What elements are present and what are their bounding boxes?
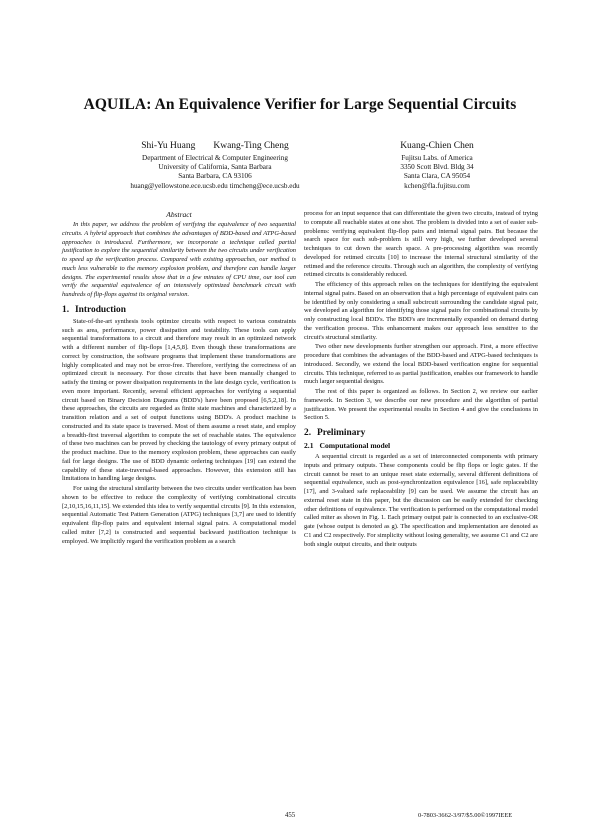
abstract-section bbox=[62, 210, 296, 300]
copyright-notice: 0-7803-3662-3/97/$5.00©1997IEEE bbox=[418, 812, 513, 819]
right-column bbox=[304, 210, 538, 550]
author-emails-left: huang@yellowstone.ece.ucsb.edu timcheng@ece.ucsb.edu bbox=[130, 181, 300, 190]
author-affiliation-univ: University of California, Santa Barbara bbox=[158, 163, 272, 172]
section-number: 1. bbox=[62, 304, 70, 315]
subsection-heading-computational-model bbox=[304, 441, 538, 451]
author-name-2: Kwang-Ting Cheng bbox=[213, 141, 289, 151]
subsection-number: 2.1 bbox=[304, 441, 314, 450]
section-title: Introduction bbox=[75, 304, 126, 315]
prelim-paragraph-1: A sequential circuit is regarded as a set of interconnected components with primary inputs and primary outputs. These components could be flip flops or logic gates. If the circuit cannot be reset to an unique reset state externally, several different definitions of sequential equivalence, such as post-synchronization equivalence [16], safe replaceability [17], and 3-valued safe replaceability [9] can be used. We assume the circuit has an external reset state in this paper, but the discussion can be easily extended for checking other definitions of equivalence. The verification is performed on the computational model called miter as shown in Fig. 1. Each primary output pair is connected to an exclusive-OR gate (whose output is denoted as g). The specification and implementation are denoted as C1 and C2 respectively. For simplicity without losing generality, we assume C1 and C2 are both single output circuits, and their outputs bbox=[304, 453, 538, 548]
author-affiliation-dept: Department of Electrical & Computer Engineering bbox=[142, 154, 288, 162]
author-block-left bbox=[95, 140, 335, 191]
intro-paragraph-2: For using the structural similarity between the two circuits under verification has been shown to be effective to reduce the complexity of verifying combinational circuits [2,10,15,16,11,15]. We extended this idea to verify sequential circuits [9]. In this extension, sequential Automatic Test Pattern Generation (ATPG) techniques [3,7] are used to identify equivalent flip-flop pairs and equivalent internal signal pairs. A computational model called miter [7,2] is constructed and sequential backward justification technique is employed. We implicitly regard the verification problem as a search bbox=[62, 485, 296, 545]
section-heading-preliminary bbox=[304, 427, 538, 439]
author-affiliation-addr: 3350 Scott Blvd. Bldg 34 bbox=[400, 163, 474, 172]
author-name-1: Shi-Yu Huang bbox=[141, 141, 196, 151]
intro-paragraph-3: process for an input sequence that can differentiate the given two circuits, instead of trying to compute all reachable states at one shot. The problem is divided into a set of easier sub-problems: verifying equivalent flip-flop pairs and internal signal pairs. But because the search space for each sub-problem is still very high, we further developed several techniques to cut down the search space. A pre-processing algorithm was recently developed for retimed circuits [10] to increase the internal structural similarity of the retimed and the reference circuits. Through such an algorithm, the complexity of verifying retimed circuits is considerably reduced. bbox=[304, 210, 538, 279]
author-affiliation-city-right: Santa Clara, CA 95054 bbox=[403, 172, 471, 181]
author-affiliation-city: Santa Barbara, CA 93106 bbox=[178, 172, 252, 181]
left-column bbox=[62, 210, 296, 547]
section-heading-introduction bbox=[62, 304, 296, 316]
intro-paragraph-4: The efficiency of this approach relies on the techniques for identifying the equivalent internal signal pairs. Based on an observation that a high percentage of equivalent pairs can be identified by only considering a small subcircuit surrounding the candidate signal pair, we developed an algorithm for identifying those signal pairs for combinational circuits by only constructing local BDD's. The BDD's are incrementally expanded on demand during the verification process. This enhancement makes our approach less sensitive to the circuit's structural similarity. bbox=[304, 281, 538, 341]
abstract-heading: Abstract bbox=[166, 210, 192, 219]
author-email-right: kchen@fla.fujitsu.com bbox=[404, 181, 470, 190]
author-block-right bbox=[352, 140, 522, 191]
section-title: Preliminary bbox=[317, 428, 366, 438]
section-number: 2. bbox=[304, 428, 312, 438]
abstract-body: In this paper, we address the problem of verifying the equivalence of two sequential circuits. A hybrid approach that combines the advantages of BDD-based and ATPG-based approaches is introduced. Furthermore, we incorporate a technique called partial justification to explore the sequential similarity between the two circuits under verification to speed up the verification process. Compared with existing approaches, our method is much less vulnerable to the memory explosion problem, and therefore can handle larger designs. The experimental results show that in a few minutes of CPU time, our tool can verify the sequential equivalence of an intensively optimized benchmark circuit with hundreds of flip-flops against its original version. bbox=[62, 221, 296, 298]
subsection-title: Computational model bbox=[319, 441, 391, 450]
author-name-3: Kuang-Chien Chen bbox=[400, 141, 474, 151]
intro-paragraph-6: The rest of this paper is organized as follows. In Section 2, we review our earlier framework. In Section 3, we describe our new procedure and the algorithm of partial justification. We present the experimental results in Section 4 and give the conclusions in Section 5. bbox=[304, 388, 538, 422]
page-number: 455 bbox=[285, 812, 296, 819]
author-names-left bbox=[95, 140, 335, 152]
intro-paragraph-5: Two other new developments further strengthen our approach. First, a more effective procedure that combines the advantages of the BDD-based and ATPG-based techniques is introduced. Secondly, we extend the local BDD-based verification engine for sequential circuits. This technique, referred to as partial justification, enables our framework to handle much larger sequential designs. bbox=[304, 343, 538, 386]
paper-title: AQUILA: An Equivalence Verifier for Large Sequential Circuits bbox=[83, 96, 517, 113]
intro-paragraph-1: State-of-the-art synthesis tools optimize circuits with respect to various constraints such as area, performance, power dissipation and testability. These tools can apply sequential transformations to a circuit and therefore may result in an optimized network with a different number of flip-flops [1,4,5,8]. Even though these transformations are correct by construction, the software programs that implement these transformations are highly complicated and may not be error-free. Therefore, verifying the correctness of an optimized circuit is necessary. For those circuits that have been manually changed to satisfy the timing or power dissipation requirements in the late design cycle, verification is even more important. Recently, several efficient approaches for verifying a sequential circuit based on Binary Decision Diagrams (BDD's) have been proposed [6,5,2,18]. In these approaches, the circuits are regarded as finite state machines and characterized by a transition relation and a set of output functions using BDD's. A product machine is constructed and its state space is traversed. Most of them assume a reset state, and employ a breadth-first traversal algorithm to compute the set of reachable states. The equivalence of these two machines can be proved by checking the tautology of every primary output of the product machine. Due to the memory explosion problem, these approaches can easily fail for large designs. The use of BDD dynamic ordering techniques [19] can extend the capability of these state-traversal-based approaches. However, this extension still has limitations in handling large designs. bbox=[62, 317, 296, 483]
author-affiliation-org: Fujitsu Labs. of America bbox=[401, 154, 473, 162]
